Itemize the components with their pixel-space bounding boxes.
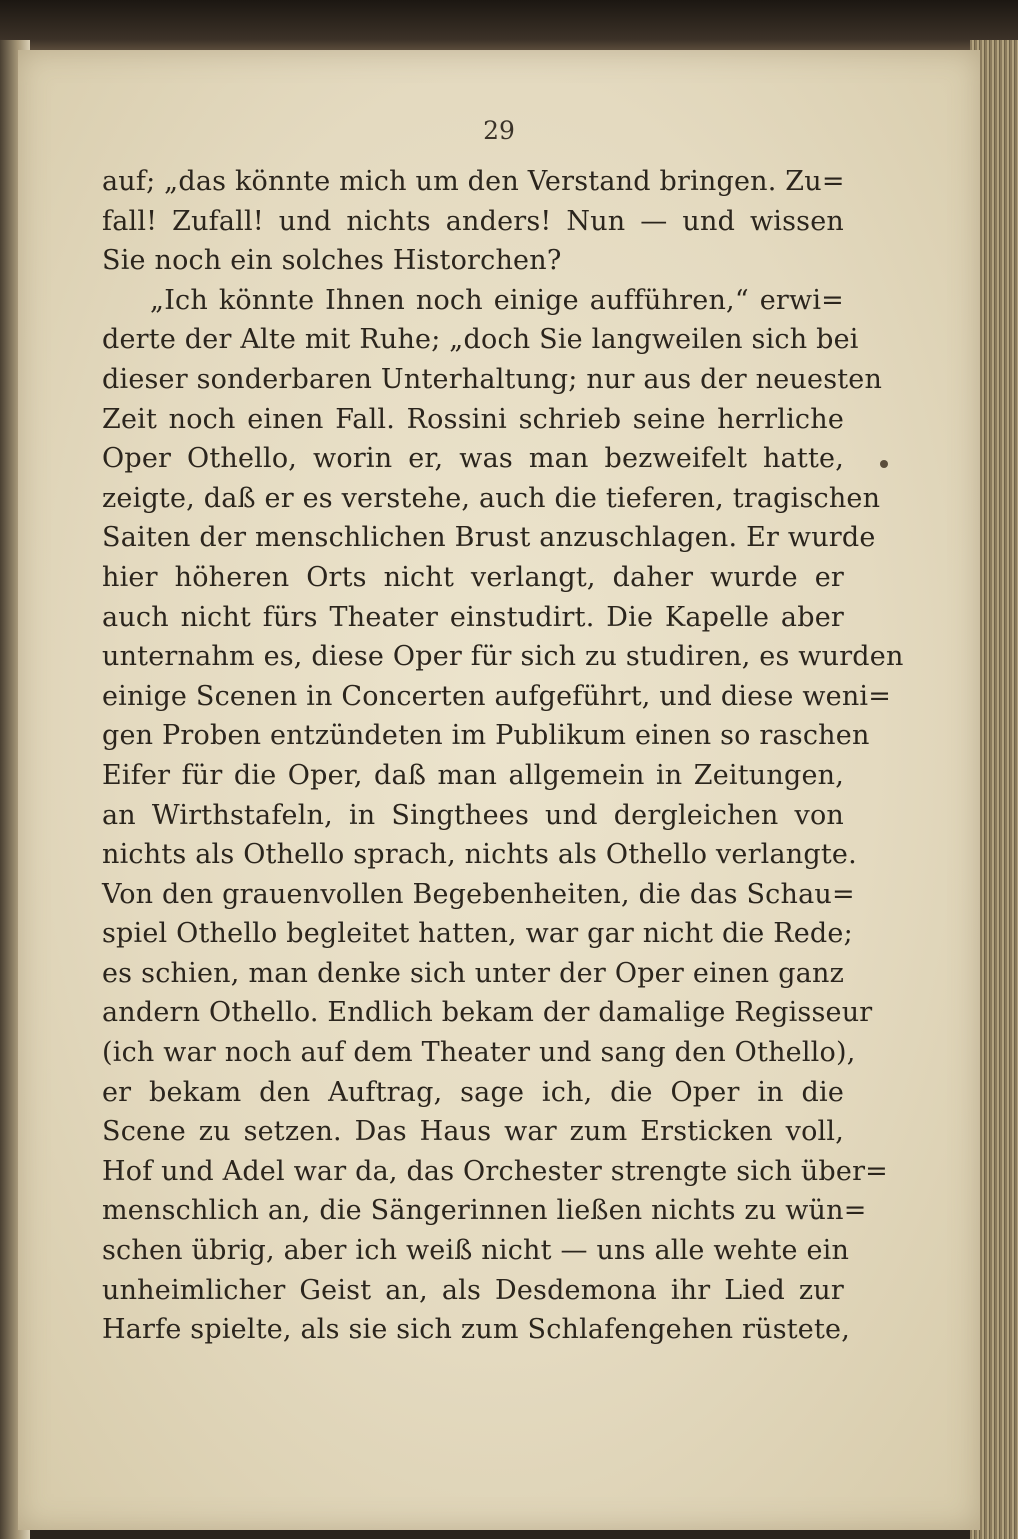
text-line: auch nicht fürs Theater einstudirt. Die Kapelle aber [102,601,844,633]
scan-top-edge [0,0,1018,56]
text-line: unternahm es, diese Oper für sich zu studiren, es wurden [102,641,904,673]
text-line: dieser sonderbaren Unterhaltung; nur aus der neuesten [102,363,883,395]
text-line: derte der Alte mit Ruhe; „doch Sie langweilen sich bei [102,324,859,356]
text-line: Eifer für die Oper, daß man allgemein in Zeitungen, [102,759,844,791]
text-line: zeigte, daß er es verstehe, auch die tieferen, tragischen [102,482,881,514]
text-line: Harfe spielte, als sie sich zum Schlafengehen rüstete, [102,1314,850,1346]
text-line: andern Othello. Endlich bekam der damalige Regisseur [102,997,873,1029]
text-line: menschlich an, die Sängerinnen ließen nichts zu wün= [102,1195,867,1227]
text-line: hier höheren Orts nicht verlangt, daher wurde er [102,561,844,593]
book-page [18,50,980,1530]
text-line: er bekam den Auftrag, sage ich, die Oper in die [102,1076,844,1108]
text-line: Scene zu setzen. Das Haus war zum Ersticken voll, [102,1116,844,1148]
text-line: gen Proben entzündeten im Publikum einen so raschen [102,720,870,752]
text-line: auf; „das könnte mich um den Verstand bringen. Zu= [102,166,845,197]
text-line: Saiten der menschlichen Brust anzuschlagen. Er wurde [102,522,876,554]
text-line: (ich war noch auf dem Theater und sang den Othello), [102,1037,856,1069]
text-line: „Ich könnte Ihnen noch einige aufführen,“ erwi= [150,284,844,316]
text-line: unheimlicher Geist an, als Desdemona ihr Lied zur [102,1274,844,1306]
text-line: Zeit noch einen Fall. Rossini schrieb seine herrliche [102,403,844,435]
text-line: spiel Othello begleitet hatten, war gar nicht die Rede; [102,918,853,950]
text-line: Sie noch ein solches Historchen? [102,245,562,277]
text-line: einige Scenen in Concerten aufgeführt, und diese weni= [102,680,892,712]
body-text [102,162,904,1350]
text-line: Hof und Adel war da, das Orchester strengte sich über= [102,1155,889,1187]
text-line: schen übrig, aber ich weiß nicht — uns alle wehte ein [102,1235,850,1267]
text-line: Von den grauenvollen Begebenheiten, die das Schau= [102,878,855,910]
text-line: Oper Othello, worin er, was man bezweifelt hatte, [102,443,844,475]
text-line: nichts als Othello sprach, nichts als Othello verlangte. [102,839,857,871]
text-line: es schien, man denke sich unter der Oper einen ganz [102,957,844,989]
paper-blemish [880,460,888,468]
text-line: fall! Zufall! und nichts anders! Nun — und wissen [102,205,844,237]
text-line: an Wirthstafeln, in Singthees und dergleichen von [102,799,844,831]
page-number: 29 [483,116,515,145]
